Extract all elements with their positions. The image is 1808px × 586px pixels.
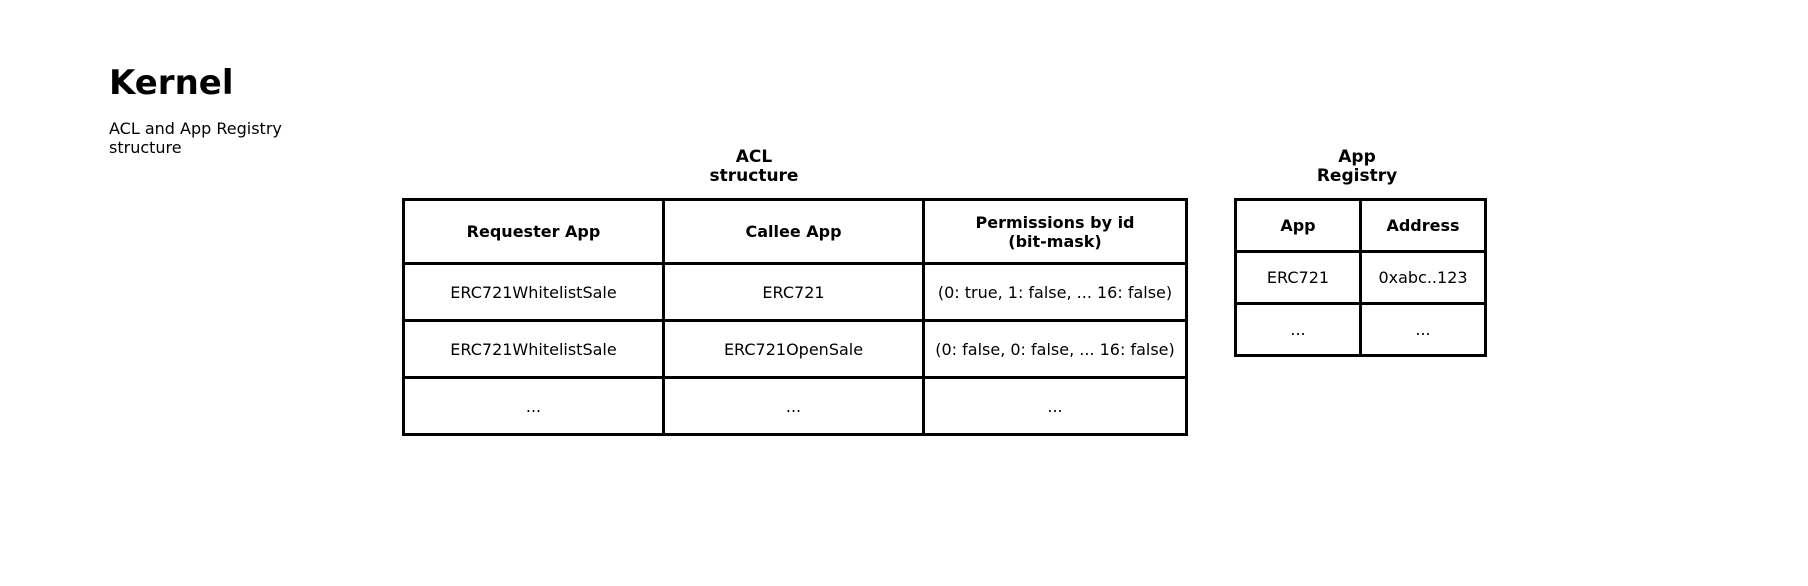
acl-cell-requester: ERC721WhitelistSale [404,264,664,321]
acl-cell-callee: ERC721OpenSale [664,321,924,378]
app-registry-cell-app: ... [1236,304,1361,356]
acl-header-permissions-line-2: (bit-mask) [1008,231,1102,251]
acl-header-requester-app: Requester App [404,200,664,264]
table-row [1236,252,1486,304]
app-registry-caption-line-1: App [1338,147,1376,167]
app-registry-header-row [1236,200,1486,252]
app-registry-header-address: Address [1361,200,1486,252]
table-row [404,264,1187,321]
table-row [404,378,1187,435]
acl-cell-callee: ... [664,378,924,435]
acl-header-permissions-line-1: Permissions by id [975,212,1135,232]
acl-cell-requester: ... [404,378,664,435]
acl-cell-callee: ERC721 [664,264,924,321]
acl-cell-permissions: (0: true, 1: false, ... 16: false) [924,264,1187,321]
app-registry-caption [1257,148,1457,186]
acl-header-row [404,200,1187,264]
acl-cell-permissions: ... [924,378,1187,435]
page-title: Kernel [109,63,234,103]
acl-caption-line-1: ACL [735,147,773,167]
acl-header-callee-app: Callee App [664,200,924,264]
app-registry-cell-app: ERC721 [1236,252,1361,304]
app-registry-cell-address: 0xabc..123 [1361,252,1486,304]
table-row [1236,304,1486,356]
page-subtitle: ACL and App Registry structure [109,119,282,157]
acl-caption-line-2: structure [709,166,799,186]
acl-table-caption [654,148,854,186]
acl-cell-permissions: (0: false, 0: false, ... 16: false) [924,321,1187,378]
app-registry-caption-line-2: Registry [1316,166,1398,186]
app-registry-table [1234,198,1487,357]
app-registry-header-app: App [1236,200,1361,252]
acl-header-permissions [924,200,1187,264]
acl-cell-requester: ERC721WhitelistSale [404,321,664,378]
app-registry-cell-address: ... [1361,304,1486,356]
table-row [404,321,1187,378]
acl-table [402,198,1188,436]
